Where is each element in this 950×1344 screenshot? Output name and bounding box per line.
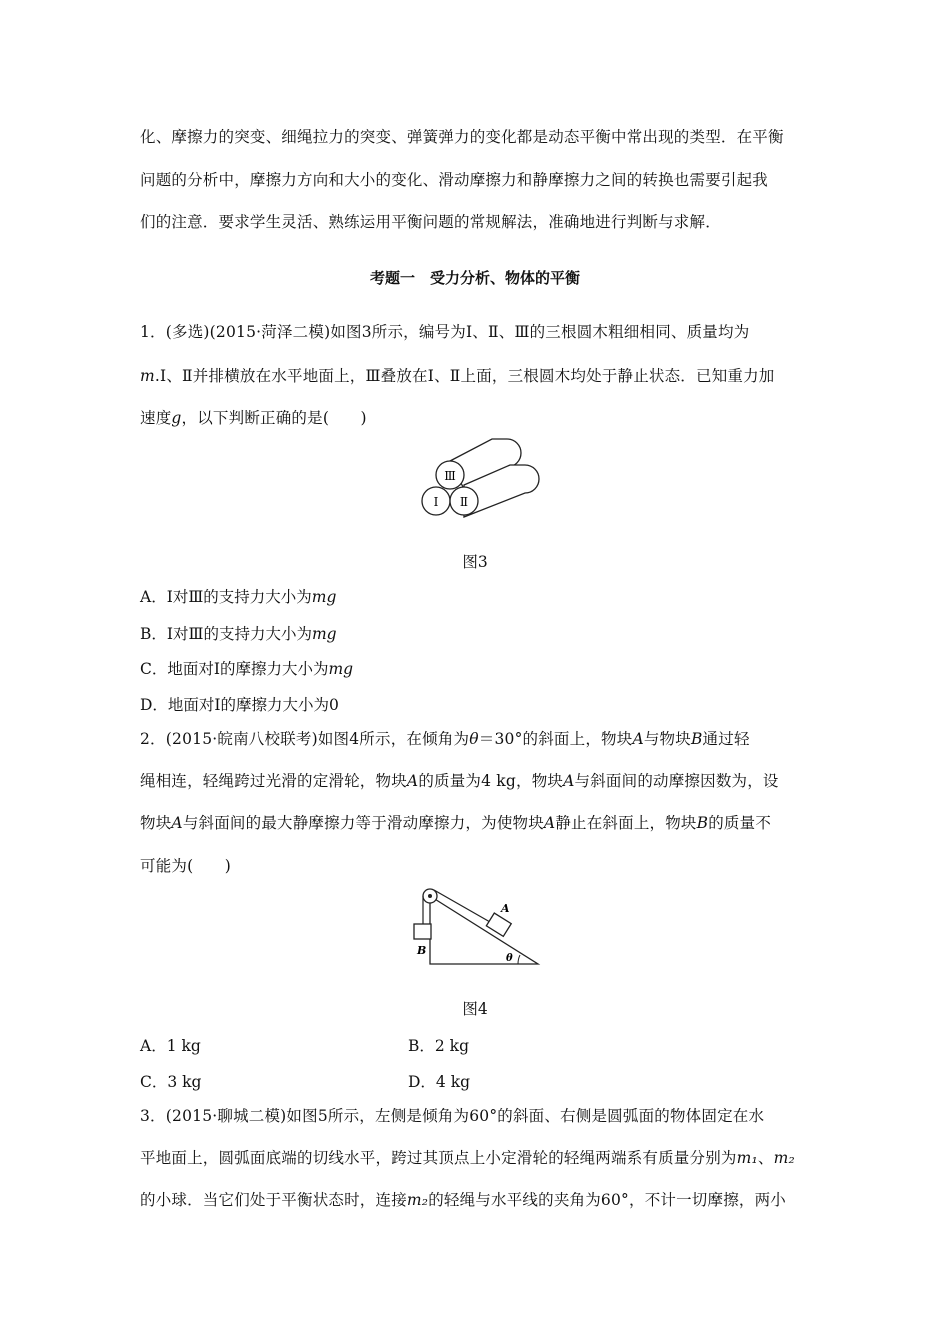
q1-var-m: m <box>140 367 155 385</box>
q3-line-1: 3．(2015·聊城二模)如图5所示，左侧是倾角为60°的斜面、右侧是圆弧面的物体固定在水 <box>140 1107 765 1125</box>
q2-option-c: C．3 kg <box>140 1073 202 1091</box>
q2-option-a: A．1 kg <box>140 1037 201 1055</box>
q1-option-a: A．Ⅰ对Ⅲ的支持力大小为mg <box>140 588 337 606</box>
q2-option-b: B．2 kg <box>408 1037 469 1055</box>
figure-4-caption: 图4 <box>462 1000 488 1018</box>
q2-line-1: 2．(2015·皖南八校联考)如图4所示，在倾角为θ＝30°的斜面上，物块A与物块B通过轻 <box>140 730 750 748</box>
block-a-label: A <box>501 902 510 915</box>
figure-3-caption: 图3 <box>462 553 488 571</box>
q1-line-2: m.Ⅰ、Ⅱ并排横放在水平地面上，Ⅲ叠放在Ⅰ、Ⅱ上面，三根圆木均处于静止状态．已知重力加 <box>140 367 775 385</box>
q1-option-b: B．Ⅰ对Ⅲ的支持力大小为mg <box>140 625 337 643</box>
angle-label: θ <box>506 953 513 964</box>
intro-line-2: 问题的分析中，摩擦力方向和大小的变化、滑动摩擦力和静摩擦力之间的转换也需要引起我 <box>140 171 769 189</box>
intro-line-3: 们的注意．要求学生灵活、熟练运用平衡问题的常规解法，准确地进行判断与求解． <box>140 213 721 231</box>
section-title: 考题一 受力分析、物体的平衡 <box>369 269 580 287</box>
intro-line-1: 化、摩擦力的突变、细绳拉力的突变、弹簧弹力的变化都是动态平衡中常出现的类型．在平衡 <box>140 128 784 146</box>
q2-line-2: 绳相连，轻绳跨过光滑的定滑轮，物块A的质量为4 kg，物块A与斜面间的动摩擦因数为，设 <box>140 772 779 790</box>
block-b-label: B <box>417 944 427 957</box>
figure-3-logs <box>412 437 542 519</box>
q1-line-1: 1．(多选)(2015·菏泽二模)如图3所示，编号为Ⅰ、Ⅱ、Ⅲ的三根圆木粗细相同、质量均为 <box>140 323 750 341</box>
log-label-left: Ⅰ <box>433 495 439 509</box>
q3-line-2: 平地面上，圆弧面底端的切线水平，跨过其顶点上小定滑轮的轻绳两端系有质量分别为m₁、m₂ <box>140 1149 795 1167</box>
figure-4-incline <box>408 884 548 968</box>
q1-option-d: D．地面对Ⅰ的摩擦力大小为0 <box>140 696 339 714</box>
log-label-top: Ⅲ <box>444 469 456 483</box>
q2-line-3: 物块A与斜面间的最大静摩擦力等于滑动摩擦力，为使物块A静止在斜面上，物块B的质量不 <box>140 814 772 832</box>
q2-option-d: D．4 kg <box>408 1073 471 1091</box>
q1-line-3: 速度g，以下判断正确的是( ) <box>140 409 367 427</box>
q2-line-4: 可能为( ) <box>140 857 231 875</box>
q1-option-c: C．地面对Ⅰ的摩擦力大小为mg <box>140 660 354 678</box>
log-label-right: Ⅱ <box>459 495 469 509</box>
q3-line-3: 的小球．当它们处于平衡状态时，连接m₂的轻绳与水平线的夹角为60°，不计一切摩擦，两小 <box>140 1191 786 1209</box>
